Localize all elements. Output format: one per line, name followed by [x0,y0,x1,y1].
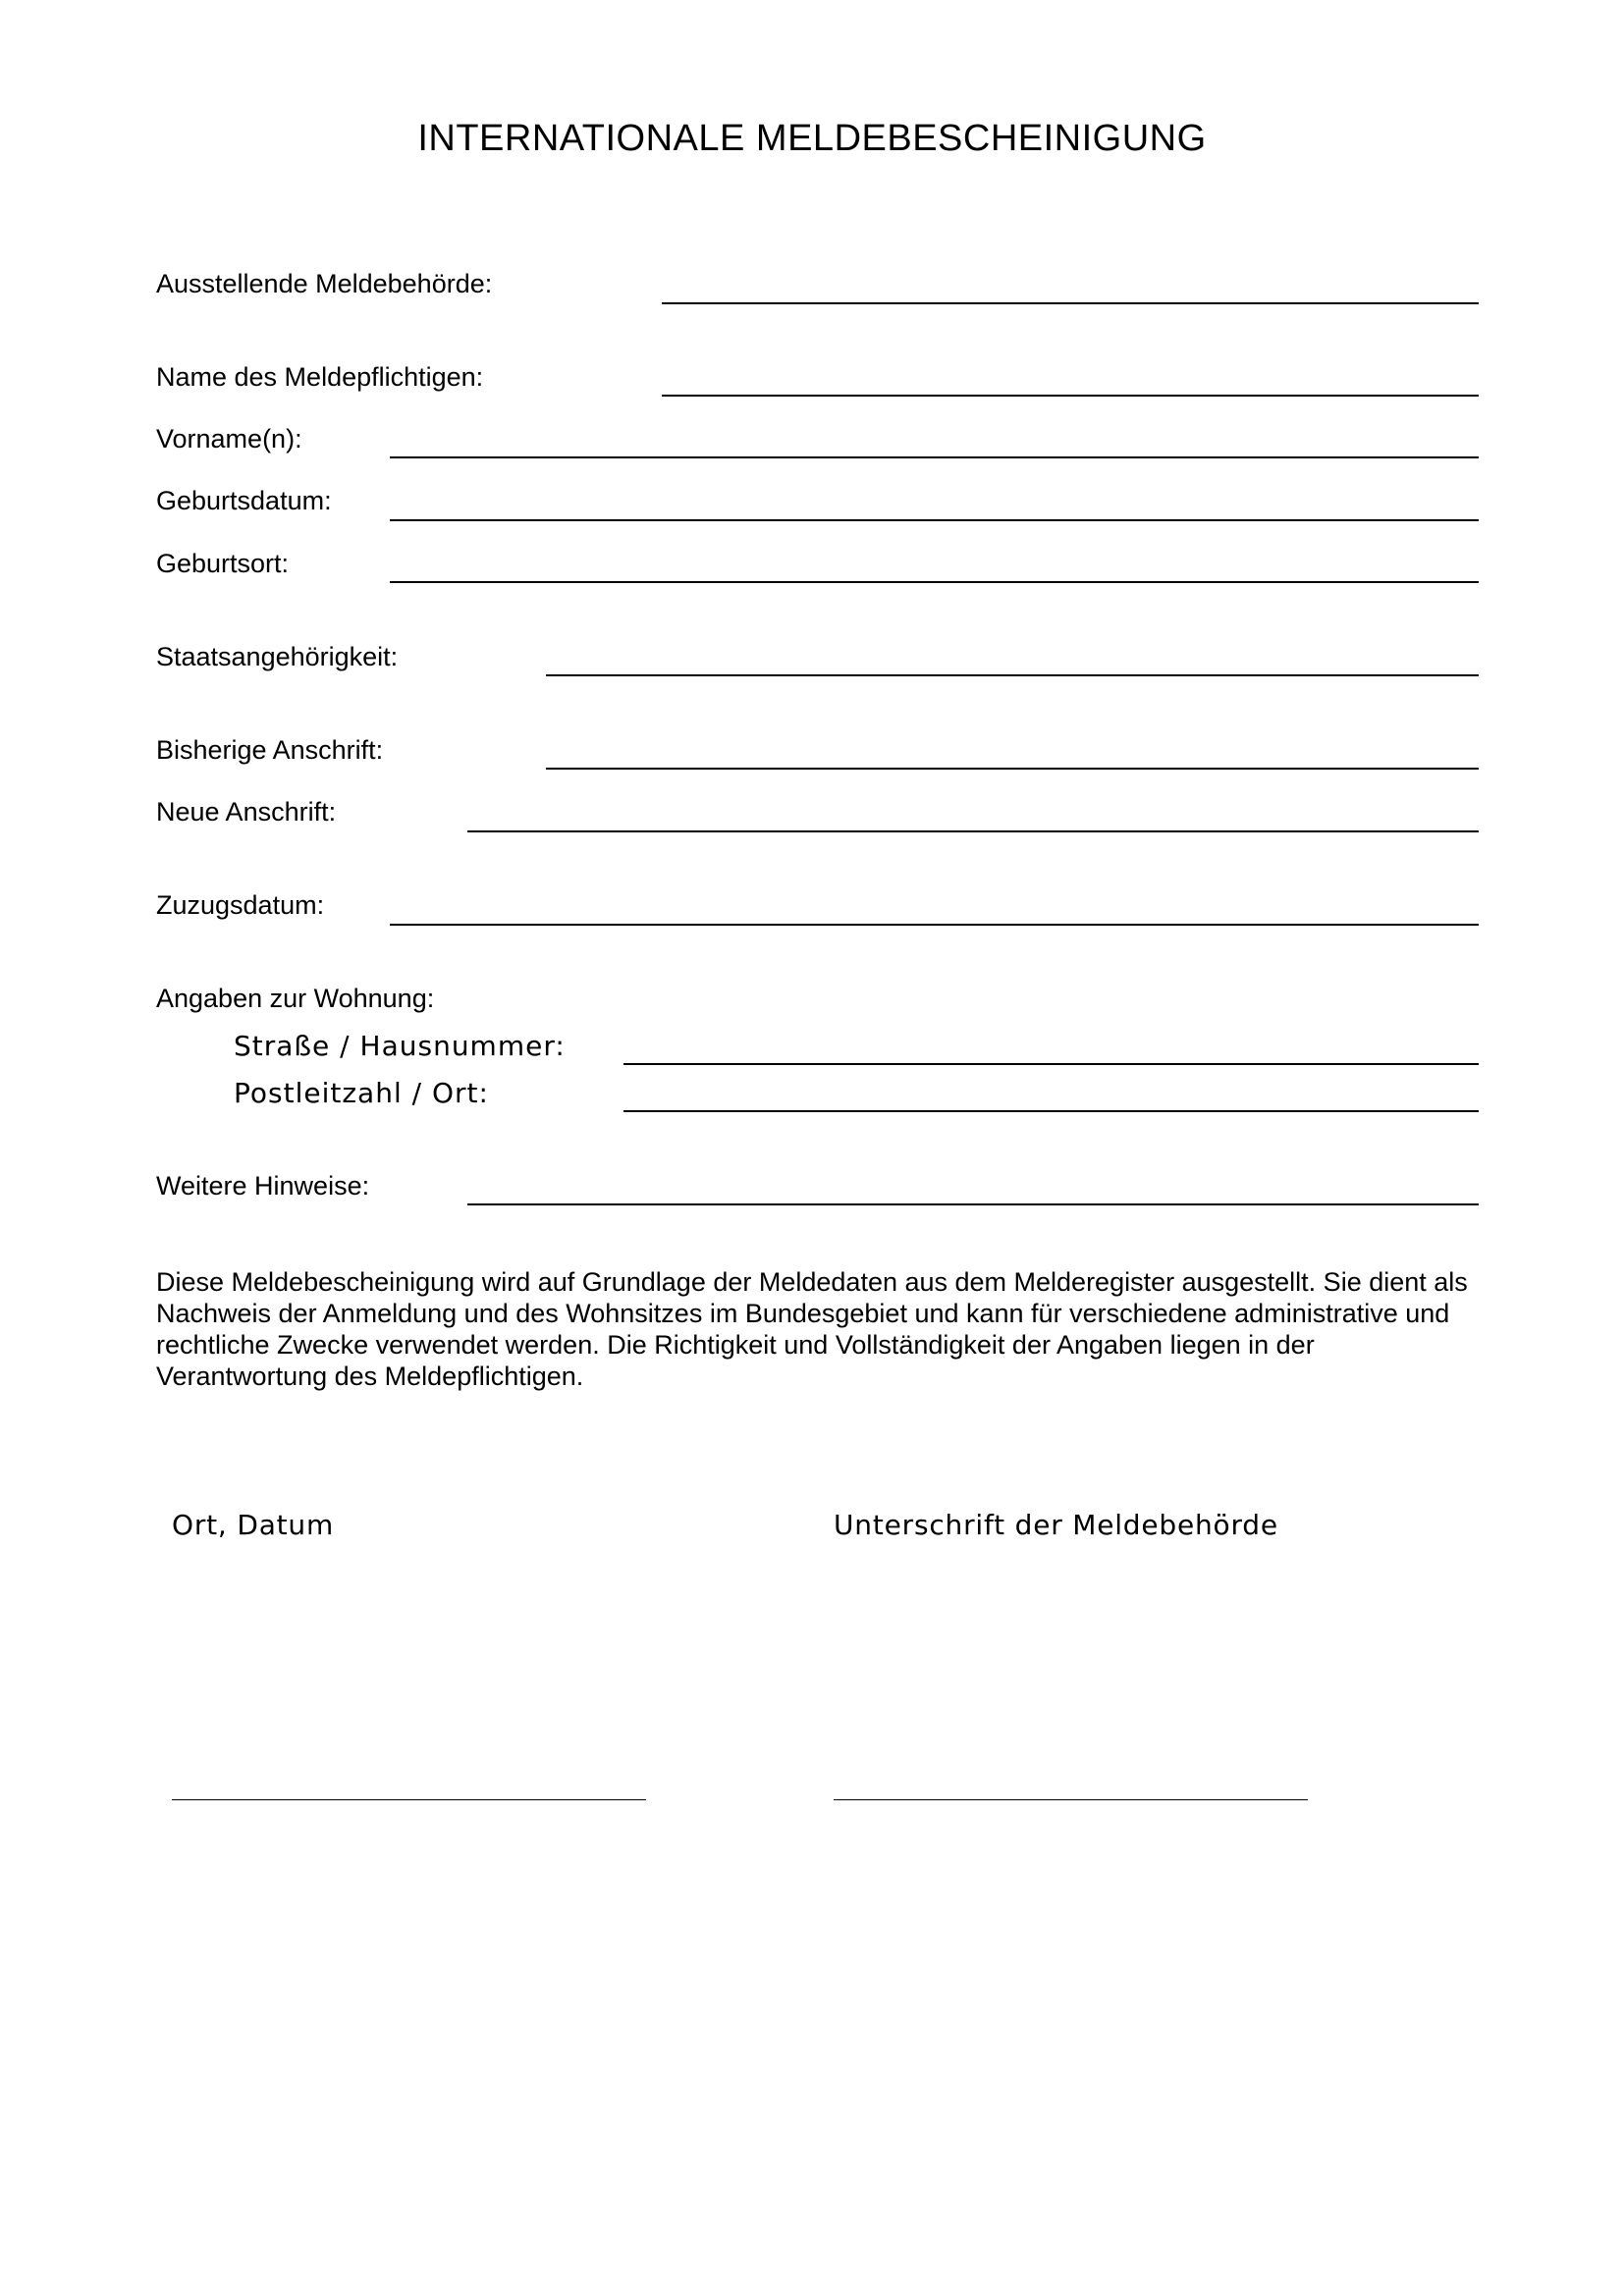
nationality-label: Staatsangehörigkeit: [156,642,399,671]
authority-signature-label: Unterschrift der Meldebehörde [834,1509,1278,1541]
authority-input[interactable] [662,263,1479,302]
street-field[interactable] [623,1024,1479,1063]
place-date-input[interactable] [172,1757,646,1798]
birth-date-input[interactable] [390,480,1479,519]
first-names-label: Vorname(n): [156,424,302,454]
place-date-line [172,1799,646,1800]
birth-date-label: Geburtsdatum: [156,486,332,515]
first-names-input[interactable] [390,417,1479,456]
authority-line [662,302,1479,304]
move-in-date-input[interactable] [390,884,1479,924]
move-in-date-line [390,924,1479,926]
birth-date-field[interactable] [390,480,1479,519]
authority-label: Ausstellende Meldebehörde: [156,269,493,298]
new-address-input[interactable] [467,791,1479,830]
authority-signature-field[interactable] [834,1757,1308,1798]
postal-line [623,1110,1479,1112]
street-input[interactable] [623,1024,1479,1063]
authority-field[interactable] [662,263,1479,302]
place-date-field[interactable] [172,1757,646,1798]
birth-place-line [390,581,1479,583]
move-in-date-field[interactable] [390,884,1479,924]
birth-place-label: Geburtsort: [156,549,290,578]
birth-place-input[interactable] [390,542,1479,581]
postal-field[interactable] [623,1071,1479,1110]
nationality-input[interactable] [546,635,1479,674]
apartment-heading: Angaben zur Wohnung: [156,984,435,1013]
previous-address-field[interactable] [546,728,1479,768]
authority-signature-line [834,1799,1308,1800]
postal-input[interactable] [623,1071,1479,1110]
surname-field[interactable] [662,355,1479,395]
notes-line [467,1203,1479,1205]
new-address-field[interactable] [467,791,1479,830]
move-in-date-label: Zuzugsdatum: [156,890,325,920]
place-date-label: Ort, Datum [172,1509,335,1541]
previous-address-line [546,768,1479,770]
previous-address-label: Bisherige Anschrift: [156,735,384,765]
previous-address-input[interactable] [546,728,1479,768]
postal-label: Postleitzahl / Ort: [234,1077,489,1109]
surname-label: Name des Meldepflichtigen: [156,362,484,392]
surname-input[interactable] [662,355,1479,395]
birth-place-field[interactable] [390,542,1479,581]
notes-label: Weitere Hinweise: [156,1171,370,1201]
first-names-field[interactable] [390,417,1479,456]
street-line [623,1063,1479,1065]
authority-signature-input[interactable] [834,1757,1308,1798]
new-address-line [467,830,1479,832]
street-label: Straße / Hausnummer: [234,1030,566,1062]
birth-date-line [390,519,1479,521]
notes-field[interactable] [467,1164,1479,1203]
nationality-line [546,674,1479,676]
new-address-label: Neue Anschrift: [156,797,337,827]
first-names-line [390,456,1479,458]
statement-paragraph: Diese Meldebescheinigung wird auf Grundlage der Meldedaten aus dem Melderegister ausgestellt. Sie dient als Nachweis der Anmeldung und des Wohnsitzes im Bundesgebiet und kann für verschiedene administrative und rechtliche Zwecke verwendet werden. Die Richtigkeit und Vollständigkeit der Angaben liegen in der Verantwortung des Meldepflichtigen. [156,1267,1468,1391]
surname-line [662,395,1479,397]
document-title: INTERNATIONALE MELDEBESCHEINIGUNG [417,118,1207,159]
notes-input[interactable] [467,1164,1479,1203]
nationality-field[interactable] [546,635,1479,674]
